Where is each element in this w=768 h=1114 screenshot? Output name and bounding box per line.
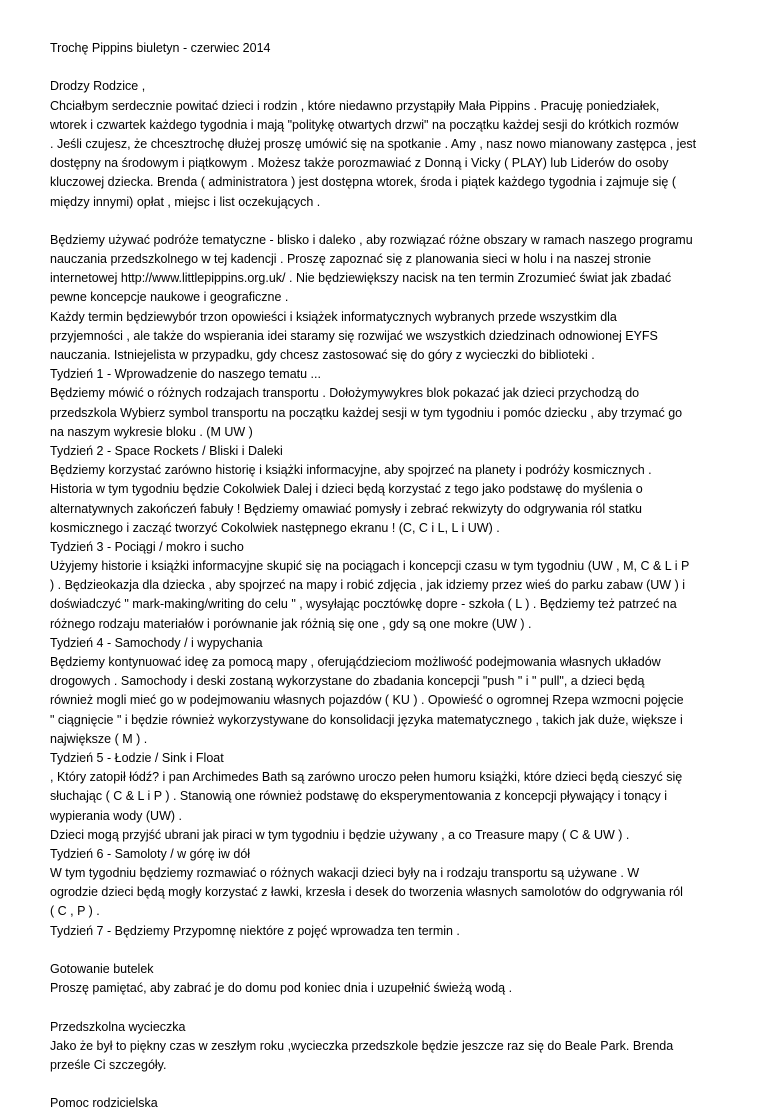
text-line: wtorek i czwartek każdego tygodnia i mają "politykę otwartych drzwi" na początku każdej sesji do krótkich rozmów [50, 117, 679, 132]
text-line: prześle Ci szczegóły. [50, 1057, 167, 1072]
text-line: Jako że był to piękny czas w zeszłym roku ,wycieczka przedszkole będzie jeszcze raz się do Beale Park. Brenda [50, 1038, 674, 1053]
text-line: kosmicznego i zacząć tworzyć Cokolwiek następnego ekranu ! (C, C i L, L i UW) . [50, 520, 500, 535]
text-line: również mogli mieć go w podejmowaniu własnych pojazdów ( KU ) . Opowieść o ogromnej Rzepa wzmocni pojęcie [50, 693, 684, 708]
text-line: , Który zatopił łódź? i pan Archimedes Bath są zarówno uroczo pełen humoru książki, które dzieci będą cieszyć się [50, 770, 683, 785]
text-line: ) . Będzieokazja dla dziecka , aby spojrzeć na mapy i robić zdjęcia , jak idziemy przez wieś do parku zabaw (UW ) i [50, 578, 685, 593]
text-line: Pomoc rodzicielska [50, 1096, 158, 1111]
text-line: nauczania. Istniejelista w przypadku, gdy chcesz zastosować się do góry z wycieczki do biblioteki . [50, 348, 595, 362]
text-line: Będziemy mówić o różnych rodzajach transportu . Dołożymywykres blok pokazać jak dzieci przychodzą do [50, 386, 640, 401]
text-line: Gotowanie butelek [50, 962, 154, 976]
text-line: Dzieci mogą przyjść ubrani jak piraci w tym tygodniu i będzie używany , a co Treasure mapy ( C & UW ) . [50, 827, 630, 842]
text-line: na naszym wykresie bloku . (M UW ) [50, 424, 253, 439]
text-line: między innymi) opłat , miejsc i list oczekujących . [50, 194, 321, 209]
text-line: słuchając ( C & L i P ) . Stanowią one również podstawę do eksperymentowania z koncepcji pływający i tonący i [50, 789, 667, 804]
text-line: Będziemy używać podróże tematyczne - blisko i daleko , aby rozwiązać różne obszary w ramach naszego programu [50, 232, 693, 247]
text-line: Będziemy korzystać zarówno historię i książki informacyjne, aby spojrzeć na planety i podróży kosmicznych . [50, 463, 652, 478]
paragraph [50, 97, 720, 212]
text-line: różnego rodzaju materiałów i porównanie jak różnią się one , gdy są one mokre (UW ) . [50, 616, 532, 631]
document-title: Trochę Pippins biuletyn - czerwiec 2014 [50, 41, 271, 55]
text-line: wypierania wody (UW) . [50, 808, 182, 823]
paragraph-spacer [50, 1075, 720, 1094]
newsletter-body [50, 97, 720, 1114]
text-line: Historia w tym tygodniu będzie Cokolwiek Dalej i dzieci będą korzystać z tego jako podstawę do myślenia o [50, 482, 643, 497]
text-line: Chciałbym serdecznie powitać dzieci i rodzin , które niedawno przystąpiły Mała Pippins . Pracuję poniedziałek, [50, 98, 660, 113]
text-line: drogowych . Samochody i deski zostaną wykorzystane do zbadania koncepcji "push " i " pull", a dzieci będą [50, 674, 645, 689]
paragraph [50, 1094, 720, 1113]
newsletter-document [50, 39, 720, 1114]
paragraph-spacer [50, 941, 720, 960]
text-line: pewne koncepcje naukowe i geograficzne . [50, 290, 289, 305]
paragraph [50, 1018, 720, 1076]
text-line: dostępny na środowym i piątkowym . Możesz także porozmawiać z Donną i Vicky ( PLAY) lub Liderów do osoby [50, 156, 669, 171]
text-line: Będziemy kontynuować ideę za pomocą mapy , oferująćdzieciom możliwość podejmowania własnych układów [50, 655, 661, 669]
paragraph-spacer [50, 212, 720, 231]
text-line: Tydzień 1 - Wprowadzenie do naszego tematu ... [50, 367, 321, 382]
text-line: Tydzień 5 - Łodzie / Sink i Float [50, 750, 224, 765]
text-line: Tydzień 7 - Będziemy Przypomnę niektóre z pojęć wprowadza ten termin . [50, 923, 460, 938]
text-line: " ciągnięcie " i będzie również wykorzystywane do konsolidacji języka matematycznego , takich jak duże, większe i [50, 712, 683, 727]
text-line: ogrodzie dzieci będą mogły korzystać z ławki, krzesła i desek do tworzenia własnych samolotów do odgrywania ról [50, 885, 683, 900]
paragraph-spacer [50, 998, 720, 1017]
text-line: doświadczyć " mark-making/writing do celu " , wysyłając pocztówkę dopre - szkoła ( L ) . Będziemy też patrzeć na [50, 597, 677, 612]
text-line: Każdy termin będziewybór trzon opowieści i książek informatycznych wybranych przede wszystkim dla [50, 309, 617, 324]
text-line: Użyjemy historie i książki informacyjne skupić się na pociągach i koncepcji czasu w tym tygodniu (UW , M, C & L i P [50, 559, 690, 574]
text-line: Tydzień 6 - Samoloty / w górę iw dół [50, 846, 251, 861]
paragraph [50, 231, 720, 941]
text-line: nauczania przedszkolnego w tej kadencji . Proszę zapoznać się z planowania sieci w holu i na naszej stronie [50, 252, 652, 267]
text-line: przedszkola Wybierz symbol transportu na początku każdej sesji w tym tygodniu i pomóc dziecku , aby trzymać go [50, 405, 683, 420]
text-line: Proszę pamiętać, aby zabrać je do domu pod koniec dnia i uzupełnić świeżą wodą . [50, 981, 513, 996]
text-line: przyjemności , ale także do wspierania idei staramy się rozwijać we wszystkich dziedzinach odnowionej EYFS [50, 328, 658, 343]
paragraph [50, 960, 720, 998]
text-line: największe ( M ) . [50, 731, 148, 746]
text-line: Tydzień 3 - Pociągi / mokro i sucho [50, 539, 244, 554]
text-line: Tydzień 4 - Samochody / i wypychania [50, 635, 263, 650]
text-line: internetowej http://www.littlepippins.org.uk/ . Nie będziewiększy nacisk na ten termin Zrozumieć świat jak zbadać [50, 271, 672, 286]
text-line: Tydzień 2 - Space Rockets / Bliski i Daleki [50, 443, 283, 458]
text-line: . Jeśli czujesz, że chcesztrochę dłużej proszę umówić się na spotkanie . Amy , nasz nowo mianowany zastępca , jest [50, 136, 697, 151]
text-line: W tym tygodniu będziemy rozmawiać o różnych wakacji dzieci były na i rodzaju transportu są używane . W [50, 866, 640, 881]
text-line: ( C , P ) . [50, 904, 100, 919]
greeting: Drodzy Rodzice , [50, 79, 146, 94]
paragraph-spacer [50, 58, 720, 77]
text-line: alternatywnych zakończeń fabuły ! Będziemy omawiać pomysły i zebrać rekwizyty do odgrywania ról statku [50, 501, 642, 516]
text-line: kluczowej dziecka. Brenda ( administratora ) jest dostępna wtorek, środa i piątek każdego tygodnia i zajmuje się ( [50, 175, 677, 190]
text-line: Przedszkolna wycieczka [50, 1019, 186, 1034]
